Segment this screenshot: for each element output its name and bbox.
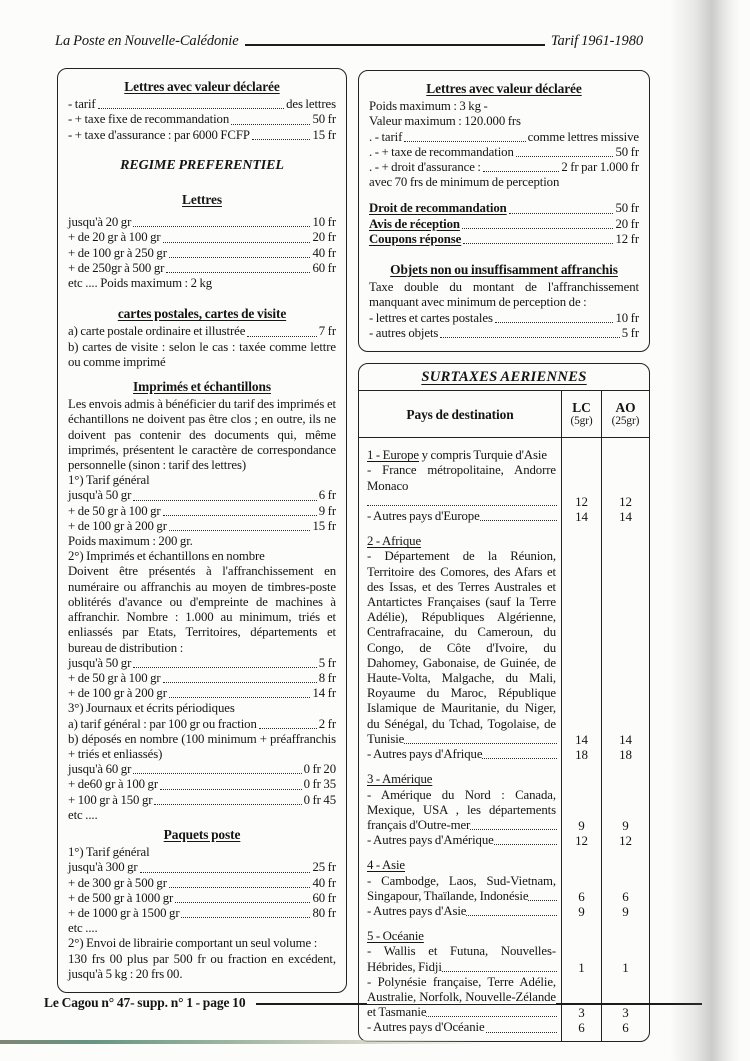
region-heading [359,534,561,549]
tariff-value: 20 fr [312,230,336,245]
dot-leader [231,124,310,125]
tariff-label: jusqu'à 60 gr [68,762,132,777]
tariff-value: 14 fr [312,686,336,701]
tariff-label: + de 1000 gr à 1500 gr [68,905,180,920]
tariff-line [68,777,336,792]
dot-leader [133,226,310,227]
lc-cell [561,534,601,549]
tariff-line [369,232,639,247]
text-line: 2°) Envoi de librairie comportant un seul volume : [68,936,318,951]
section-title: Objets non ou insuffisamment affranchis [390,262,618,278]
footer-caption: Le Cagou n° 47- supp. n° 1 - page 10 [44,995,246,1010]
ao-weight-label: (25gr) [611,415,640,428]
tariff-value: 0 fr 35 [303,777,336,792]
tariff-line [68,128,336,143]
tariff-label: . - + taxe de recommandation [369,144,514,159]
tariff-value: 5 fr [318,655,336,670]
spacer [601,848,649,858]
ao-value: 14 [601,549,649,747]
tariff-value: 0 fr 45 [303,792,336,807]
dot-leader [160,789,302,790]
lc-value: 18 [561,747,601,762]
tariff-value: 2 fr par 1.000 fr [561,160,639,175]
ao-value: 9 [601,904,649,919]
tariff-line [68,215,336,230]
tariff-line [369,326,639,341]
tariff-label: + de60 gr à 100 gr [68,777,158,792]
right-column [358,70,650,1042]
journal-title: La Poste en Nouvelle-Calédonie [55,33,239,49]
tariff-line [369,201,639,216]
column-header-destination: Pays de destination [359,391,561,438]
ao-cell [601,929,649,944]
text-line: 1°) Tarif général [68,473,150,488]
tariff-line [68,876,336,891]
spacer [359,848,561,858]
section-title: REGIME PREFERENTIEL [120,157,284,173]
tariff-label: jusqu'à 50 gr [68,488,132,503]
dot-leader [133,773,301,774]
tariff-line [68,230,336,245]
tariff-label: jusqu'à 300 gr [68,860,138,875]
destination-item [359,463,561,509]
dot-leader [259,728,317,729]
dot-leader [495,322,614,323]
dot-leader [166,272,310,273]
tariff-value: 8 fr [318,670,336,685]
tariff-value: 25 fr [312,860,336,875]
spacer [561,1036,601,1041]
destination-item [359,1020,561,1035]
dot-leader [463,243,613,244]
ao-value: 12 [601,463,649,509]
ao-value: 12 [601,833,649,848]
dot-leader [140,872,311,873]
spacer [359,1036,561,1041]
section-title: Lettres avec valeur déclarée [124,79,280,94]
tariff-value: comme lettres missive [527,129,639,144]
tariff-label: + de 100 gr à 200 gr [68,686,167,701]
header-rule [245,44,545,46]
lc-value: 14 [561,509,601,524]
text-line: Poids maximum : 3 kg - [369,99,488,114]
text-line: avec 70 frs de minimum de perception [369,175,560,190]
spacer [369,190,639,201]
spacer [601,1036,649,1041]
region-heading [359,858,561,873]
tariff-label: . - tarif [369,129,403,144]
postal-tariffs-box [57,68,347,993]
spacer [68,143,336,154]
dot-leader [133,500,316,501]
text-line: Valeur maximum : 120.000 frs [369,114,521,129]
destination-item [359,747,561,762]
region-label: 1 - Europe [367,448,420,463]
tariff-label: Coupons réponse [369,231,462,246]
dot-leader-line [367,494,556,509]
tariff-value: 10 fr [312,215,336,230]
text-line: b) déposés en nombre (100 minimum + préaffranchis + triés et enliassés) [68,731,336,761]
destination-text: - Autres pays d'Asie [367,903,467,918]
tariff-label: + de 50 gr à 100 gr [68,503,161,518]
tariff-label: + de 500 gr à 1000 gr [68,890,174,905]
region-heading [359,448,561,463]
text-line: etc .... [68,921,98,936]
destination-item [359,509,561,524]
surcharge-table [359,391,649,1040]
tariff-label: a) carte postale ordinaire et illustrée [68,324,246,339]
tariff-value: 15 fr [312,518,336,533]
tariff-line [369,217,639,232]
lc-cell [561,858,601,873]
ao-cell [601,772,649,787]
dot-leader [516,156,614,157]
destination-text: - Département de la Réunion, Territoire des Comores, des Afars et des Issas, et des Terres Australes et Antartictes Françaises (sauf la Terre Adélie), Républiques Algérienne, Centrafracaine, du Cameroun, du Congo, de Côte d'Ivoire, du Dahomey, Gabonaise, de Guinée, de Haute-Volta, Malgache, du Mali, Royaume du Maroc, République Islamique de Mauritanie, du Niger, du Sénégal, du Tchad, Togolaise, de Tunisie [367,549,556,746]
ao-cell [601,534,649,549]
region-heading [359,772,561,787]
spacer [561,524,601,534]
tariff-value: 60 fr [312,890,336,905]
tariff-line [68,762,336,777]
tariff-label: - tarif [68,97,96,112]
text-line: 1°) Tarif général [68,845,150,860]
spacer [601,524,649,534]
spacer [68,177,336,188]
dot-leader [404,141,525,142]
tariff-line [369,130,639,145]
spacer [369,247,639,258]
tariff-label: + de 50 gr à 100 gr [68,670,161,685]
dot-leader [440,337,619,338]
column-header-lc [561,391,601,438]
destination-item [359,874,561,904]
region-label: 5 - Océanie [367,929,424,944]
tariff-value: 10 fr [615,310,639,325]
lc-value: 12 [561,463,601,509]
tariff-line [68,906,336,921]
lc-cell [561,929,601,944]
destination-text: - Autres pays d'Océanie [367,1020,485,1035]
ao-cell [601,858,649,873]
tariff-value: 50 fr [615,201,639,216]
lc-value: 14 [561,549,601,747]
section-title: Lettres avec valeur déclarée [426,81,582,96]
lc-value: 6 [561,1020,601,1035]
tariff-label: + de 20 gr à 100 gr [68,230,161,245]
lc-value: 1 [561,944,601,974]
tariff-value: 40 fr [312,245,336,260]
region-label: 2 - Afrique [367,534,422,549]
spacer [359,762,561,772]
lc-cell [561,448,601,463]
tariff-value: 5 fr [621,325,639,340]
tariff-value: 20 fr [615,216,639,231]
dot-leader [247,336,316,337]
spacer [601,919,649,929]
tariff-period: Tarif 1961-1980 [550,33,643,49]
section-title: Imprimés et échantillons [133,379,271,395]
text-line: Poids maximum : 200 gr. [68,534,193,549]
spacer [601,438,649,448]
lc-cell [561,772,601,787]
ao-value: 3 [601,975,649,1021]
spacer [68,291,336,302]
tariff-value: 2 fr [318,716,336,731]
destination-text: - France métropolitaine, Andorre Monaco [367,463,556,493]
tariff-label: - autres objets [369,325,439,340]
tariff-label: a) tarif général : par 100 gr ou fraction [68,716,257,731]
dot-leader [169,530,311,531]
destination-text: - Autres pays d'Amérique [367,833,494,848]
tariff-label: + de 250gr à 500 gr [68,260,165,275]
tariff-label: . - + droit d'assurance : [369,160,481,175]
tariff-line [68,519,336,534]
spacer [359,524,561,534]
ao-value: 14 [601,509,649,524]
destination-text: - Cambodge, Laos, Sud-Vietnam, Singapour, Thaïlande, Indonésie [367,873,556,903]
tariff-line [68,671,336,686]
text-line: 130 frs 00 plus par 500 fr ou fraction en excédent, jusqu'à 5 kg : 20 frs 00. [68,951,336,981]
tariff-label: Avis de réception [369,216,460,231]
region-label-rest: y compris Turquie d'Asie [419,448,547,463]
tariff-value: 15 fr [312,127,336,142]
text-line: Taxe double du montant de l'affranchissement manquant avec minimum de perception de : [369,280,639,310]
destination-text: - Polynésie française, Terre Adélie, Australie, Norfolk, Nouvelle-Zélande et Tasmanie [367,974,556,1020]
destination-text: - Wallis et Futuna, Nouvelles-Hébrides, Fidji [367,944,556,974]
tariff-line [68,504,336,519]
tariff-label: - lettres et cartes postales [369,310,493,325]
spacer [561,848,601,858]
tariff-line [68,686,336,701]
scan-edge-shadow [670,0,740,1061]
ao-label: AO [615,400,636,416]
tariff-line [369,311,639,326]
air-surcharges-title: SURTAXES AERIENNES [359,364,649,391]
tariff-line [369,160,639,175]
tariff-label: Droit de recommandation [369,201,507,216]
air-surcharges-box [358,363,650,1042]
tariff-line [68,261,336,276]
spacer [561,762,601,772]
tariff-label: + de 100 gr à 250 gr [68,245,167,260]
tariff-label: - + taxe d'assurance : par 6000 FCFP [68,127,250,142]
spacer [601,762,649,772]
spacer [561,438,601,448]
tariff-label: + de 100 gr à 200 gr [68,518,167,533]
lc-label: LC [572,400,591,416]
tariff-line [68,860,336,875]
declared-value-letters-box [358,70,650,352]
tariff-value: 60 fr [312,260,336,275]
tariff-line [369,145,639,160]
ao-value: 6 [601,874,649,904]
spacer [359,438,561,448]
tariff-line [68,97,336,112]
dot-leader [163,242,311,243]
spacer [359,919,561,929]
tariff-value: 12 fr [615,231,639,246]
ao-value: 1 [601,944,649,974]
destination-item [359,549,561,747]
spacer [561,919,601,929]
destination-item [359,904,561,919]
text-line: etc .... Poids maximum : 2 kg [68,276,213,291]
tariff-line [68,324,336,339]
destination-text: - Amérique du Nord : Canada, Mexique, USA , les départements français d'Outre-mer [367,787,556,832]
dot-leader [483,171,559,172]
tariff-line [68,246,336,261]
page-header [55,33,643,50]
dot-leader [169,697,311,698]
tariff-line [68,112,336,127]
lc-value: 9 [561,788,601,834]
lc-value: 12 [561,833,601,848]
dot-leader [163,682,317,683]
ao-value: 6 [601,1020,649,1035]
dot-leader [163,515,317,516]
lc-value: 9 [561,904,601,919]
text-line: 3°) Journaux et écrits périodiques [68,701,235,716]
tariff-label: + 100 gr à 150 gr [68,792,153,807]
dot-leader [169,257,311,258]
tariff-line [68,488,336,503]
dot-leader [367,505,557,506]
ao-cell [601,448,649,463]
destination-item [359,833,561,848]
section-title: cartes postales, cartes de visite [117,306,287,322]
text-line: 2°) Imprimés et échantillons en nombre [68,549,265,564]
tariff-value: 6 fr [318,488,336,503]
dot-leader [509,213,614,214]
section-title: Paquets poste [163,826,241,842]
dot-leader [462,228,614,229]
column-header-ao [601,391,649,438]
destination-text: - Autres pays d'Europe [367,509,480,524]
lc-value: 3 [561,975,601,1021]
dot-leader [98,108,284,109]
ao-value: 18 [601,747,649,762]
section-title: Lettres [182,192,222,208]
text-line: etc .... [68,807,98,822]
tariff-value: 80 fr [312,905,336,920]
spacer [68,370,336,375]
lc-value: 6 [561,874,601,904]
dot-leader [169,887,311,888]
text-line: Les envois admis à bénéficier du tarif des imprimés et échantillons ne doivent pas être clos ; en outre, ils ne doivent pas contenir des documents qui, même imprimés, présentent le caractère de correspondance personnelle (sinon : tarif des lettres) [68,397,336,473]
dot-leader [154,804,301,805]
destination-item [359,944,561,974]
dot-leader [252,139,311,140]
text-line: b) cartes de visite : selon le cas : taxée comme lettre ou comme imprimé [68,339,336,369]
tariff-value: des lettres [286,97,336,112]
lc-weight-label: (5gr) [570,415,593,428]
tariff-label: + de 300 gr à 500 gr [68,875,167,890]
tariff-line [68,891,336,906]
tariff-line [68,793,336,808]
ao-value: 9 [601,788,649,834]
region-heading [359,929,561,944]
text-line: Doivent être présentés à l'affranchissement en numéraire ou affranchis au moyen de timbres-poste oblitérés d'avance ou d'empreinte de machines à affranchir. Nombre : 1.000 au minimum, triés et enliassés par Etats, Territoires, départements et bureau de distribution : [68,564,336,655]
dot-leader [181,917,310,918]
tariff-line [68,656,336,671]
destination-text: - Autres pays d'Afrique [367,747,483,762]
region-label: 3 - Amérique [367,772,433,787]
tariff-value: 0 fr 20 [303,762,336,777]
tariff-label: jusqu'à 50 gr [68,655,132,670]
destination-item [359,975,561,1021]
tariff-value: 7 fr [318,324,336,339]
tariff-value: 9 fr [318,503,336,518]
tariff-value: 50 fr [312,112,336,127]
tariff-value: 40 fr [312,875,336,890]
region-label: 4 - Asie [367,858,406,873]
tariff-value: 50 fr [615,144,639,159]
dot-leader [133,667,316,668]
destination-item [359,788,561,834]
dot-leader [175,902,310,903]
tariff-line [68,717,336,732]
tariff-label: jusqu'à 20 gr [68,215,132,230]
tariff-label: - + taxe fixe de recommandation [68,112,230,127]
